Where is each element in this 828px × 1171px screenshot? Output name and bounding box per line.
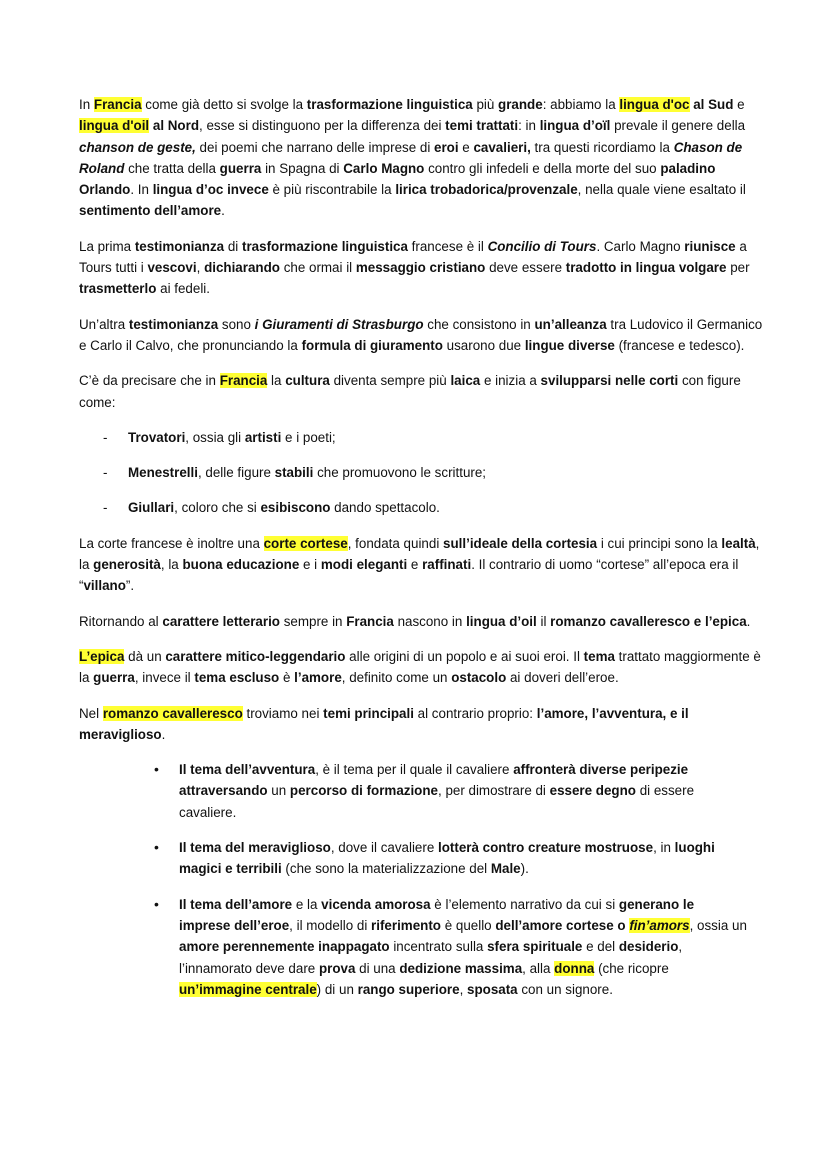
paragraph-cultura-laica: C’è da precisare che in Francia la cultura diventa sempre più laica e inizia a svilupparsi nelle corti con figure come: — [79, 373, 741, 410]
highlight-epica: L’epica — [79, 648, 125, 664]
highlight-lingua-doil: lingua d'oil — [79, 118, 150, 134]
paragraph-corte-cortese: La corte francese è inoltre una corte cortese, fondata quindi sull’ideale della cortesia i cui principi sono la lealtà, la generosità, la buona educazione e i modi eleganti e raffinati. Il contrario di uomo “cortese” all’epoca era il “villano”. — [79, 535, 760, 594]
list-item-amore: • Il tema dell’amore e la vicenda amorosa è l’elemento narrativo da cui si generano le imprese dell’eroe, il modello di riferimento è quello dell’amore cortese o fin’amors, ossia un amore perennemente inappagato incentrato sulla sfera spirituale e del desiderio, l’innamorato deve dare prova di una dedizione massima, alla donna (che ricopre un’immagine centrale) di un rango superiore, sposata con un signore. — [179, 894, 768, 1000]
list-item: - Trovatori, ossia gli artisti e i poeti; — [79, 427, 768, 448]
paragraph-carattere-letterario: Ritornando al carattere letterario sempre in Francia nascono in lingua d’oil il romanzo cavalleresco e l’epica. — [79, 613, 751, 629]
figure-list — [79, 427, 768, 519]
highlight-francia: Francia — [93, 97, 142, 112]
highlight-fin-amors: fin’amors — [629, 917, 690, 933]
paragraph-giuramenti: Un’altra testimonianza sono i Giuramenti di Strasburgo che consistono in un’alleanza tra Ludovico il Germanico e Carlo il Calvo, che pronunciando la formula di giuramento usarono due lingue diverse (francese e tedesco). — [79, 316, 763, 353]
highlight-francia: Francia — [219, 373, 268, 389]
highlight-lingua-doc: lingua d'oc — [619, 97, 690, 112]
list-item: - Menestrelli, delle figure stabili che promuovono le scritture; — [79, 462, 768, 483]
paragraph-epica: L’epica dà un carattere mitico-leggendario alle origini di un popolo e ai suoi eroi. Il tema trattato maggiormente è la guerra, invece il tema escluso è l’amore, definito come un ostacolo ai doveri dell’eroe. — [79, 648, 761, 686]
highlight-donna: donna — [554, 960, 595, 976]
list-item-avventura: • Il tema dell’avventura, è il tema per il quale il cavaliere affronterà diverse peripezie attraversando un percorso di formazione, per dimostrare di essere degno di essere cavaliere. — [179, 759, 768, 823]
paragraph-romanzo-cavalleresco: Nel romanzo cavalleresco troviamo nei temi principali al contrario proprio: l’amore, l’avventura, e il meraviglioso. — [79, 705, 689, 742]
temi-list — [79, 759, 768, 1000]
list-item: - Giullari, coloro che si esibiscono dando spettacolo. — [79, 497, 768, 518]
highlight-romanzo-cavalleresco: romanzo cavalleresco — [102, 705, 243, 721]
paragraph-concilio-tours: La prima testimonianza di trasformazione linguistica francese è il Concilio di Tours. Carlo Magno riunisce a Tours tutti i vescovi, dichiarando che ormai il messaggio cristiano deve essere tradotto in lingua volgare per trasmetterlo ai fedeli. — [79, 238, 750, 297]
highlight-corte-cortese: corte cortese — [263, 535, 348, 551]
paragraph-francia-lingue: In Francia come già detto si svolge la trasformazione linguistica più grande: abbiamo la lingua d'oc al Sud e lingua d'oil al Nord, esse si distinguono per la differenza dei temi trattati: in lingua d’oïl prevale il genere della chanson de geste, dei poemi che narrano delle imprese di eroi e cavalieri, tra questi ricordiamo la Chason de Roland che tratta della guerra in Spagna di Carlo Magno contro gli infedeli e della morte del suo paladino Orlando. In lingua d’oc invece è più riscontrabile la lirica trobadorica/provenzale, nella quale viene esaltato il sentimento dell’amore. — [79, 97, 746, 219]
highlight-immagine-centrale: un’immagine centrale — [179, 981, 317, 997]
list-item-meraviglioso: • Il tema del meraviglioso, dove il cavaliere lotterà contro creature mostruose, in luoghi magici e terribili (che sono la materializzazione del Male). — [179, 837, 768, 880]
